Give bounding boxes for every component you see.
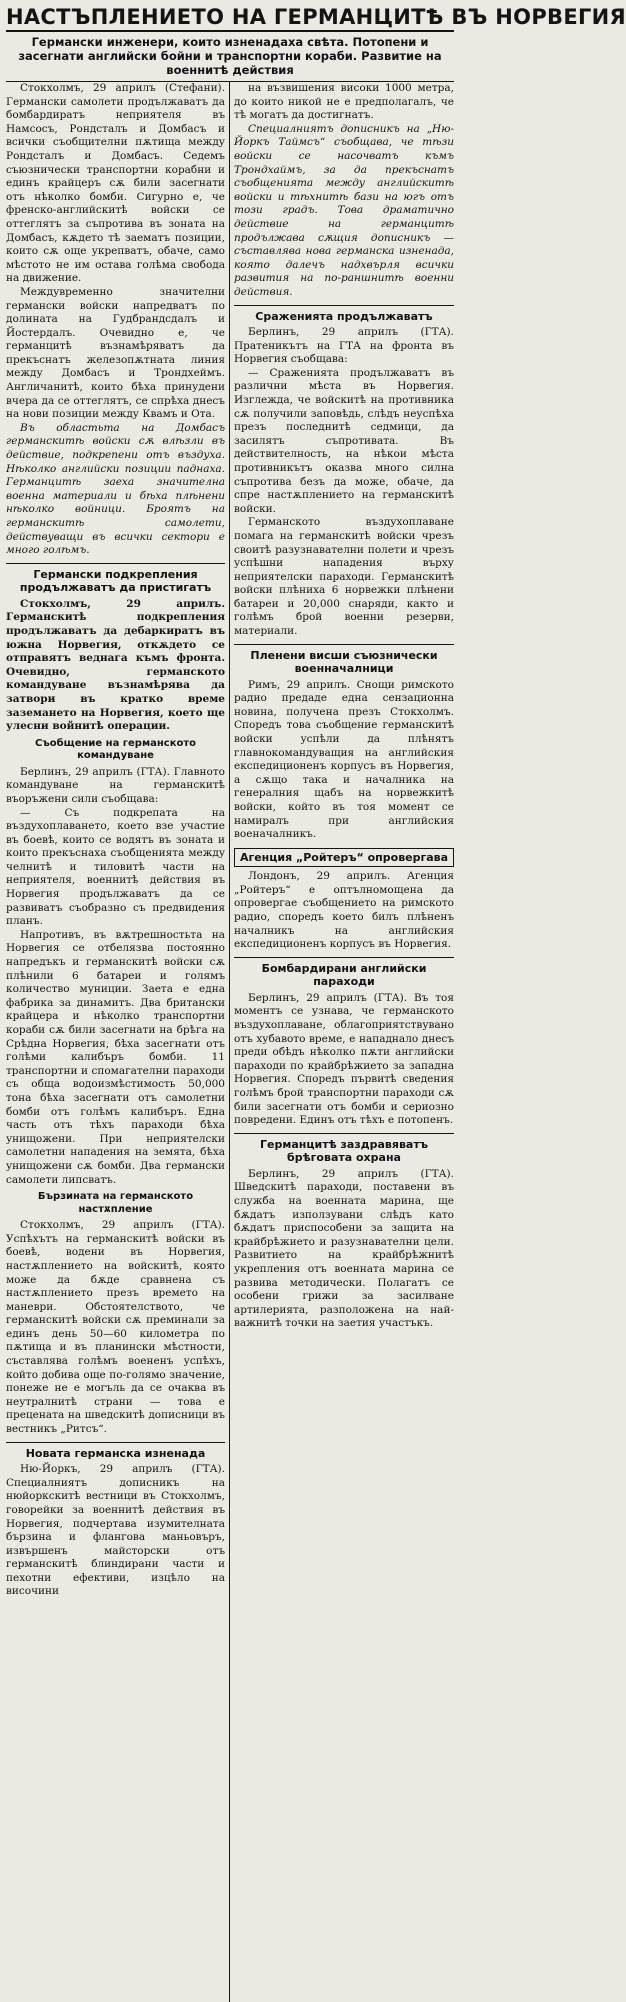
section-heading-command: Съобщение на германското командуване [34,737,197,762]
paragraph: Берлинъ, 29 априлъ (ГТА). Пратеникътъ на ГТА на фронта въ Норвегия съобщава: [234,326,454,366]
left-column [6,82,230,2002]
paragraph: Лондонъ, 29 априлъ. Агенция „Ройтеръ“ е оптълномощена да опровергае съобщението на римското радио, споредъ което билъ плѣненъ началникъ на английския експедиционенъ корпусъ въ Норвегия. [234,870,454,951]
right-column [230,82,454,2002]
paragraph: Берлинъ, 29 априлъ (ГТА). Шведскитѣ параходи, поставени въ служба на военната марина, ще бѫдатъ използувани слѣдъ като бѫдатъ приспособени за защита на крайбрѣжието и разузнавателни цели. Развитието на крайбрѣжнитѣ укрепления отъ военната марина се развива методически. Полагатъ се особени грижи за засилване артилерията, разположена на най-важнитѣ точки на заетия участъкъ. [234,1167,454,1330]
paragraph: Напротивъ, въ вѫтрешностьта на Норвегия се отбелязва постоянно напредъкъ и германскитѣ войски сѫ плѣнили 6 батареи и голямъ количество муниции. Заета е една фабрика за динамитъ. Два британски крайцера и нѣколко транспортни кораби сѫ били засегнати на брѣга на Срѣдна Норвегия, бѣха засегнати отъ голѣми калибъръ бомби. 11 транспортни и спомагателни параходи съ обща водоизмѣстимость 50,000 тона бѣха засегнати отъ самолетни бомби отъ голѣмъ калибъръ. Една часть отъ тѣхъ параходи бѣха унищожени. При неприятелски самолетни нападения на земята, бѣха унищожени сѫ бомби. Два германски самолети липсватъ. [6,928,225,1186]
section-heading-coast: Германцитѣ заздравяватъ брѣговата охрана [234,1133,454,1165]
paragraph: на възвишения високи 1000 метра, до които никой не е предполагалъ, че тѣ могатъ да достигнатъ. [234,82,454,122]
paragraph: Въ областьта на Домбасъ германскитѣ войски сѫ влѣзли въ действие, подкрепени отъ въздуха. Нѣколко английски позиции паднаха. Германцитѣ заеха значителна военна материали и бѣха плѣнени нѣколко войници. Броятъ на германскитѣ самолети, действуващи въ всички сектори е много голѣмъ. [6,421,225,557]
paragraph: Стокхолмъ, 29 априлъ (Стефани). Германски самолети продължаватъ да бомбардиратъ неприятеля въ Намсосъ, Рондсталъ и Домбасъ и всички съобщителни пѫтища между Рондсталъ и Домбасъ. Седемъ съюзнически транспортни корабни и единъ крайцеръ сѫ били засегнати отъ нѣколко бомби. Сигурно е, че френско-английскитѣ войски се оттеглятъ за съпротива въ зоната на Домбасъ, кѫдето тѣ заематъ позиции, които сѫ още укрепватъ, обаче, само мѣстото не им остава голѣма свобода на движение. [6,82,225,285]
paragraph: Стокхолмъ, 29 априлъ (ГТА). Успѣхътъ на германскитѣ войски въ боевѣ, водени въ Норвегия, настѫплението на войскитѣ, която може да бѫде сравнена съ настѫплението презъ времето на маневри. Обстоятелството, че германскитѣ войски сѫ преминали за единъ день 50—60 километра по пѫтища и въ планински мѣстности, съставлява голѣмъ воененъ успѣхъ, който добива още по-голямо значение, понеже не е могъль да се очаква въ неутралнитѣ страни — това е прецената на шведскитѣ дописници въ вестникъ „Ритсъ“. [6,1219,225,1436]
headline: НАСТЪПЛЕНИЕТО НА ГЕРМАНЦИТѢ ВЪ НОРВЕГИЯ [6,4,454,32]
paragraph: Специалниятъ дописникъ на „Ню-Йоркъ Таймсъ“ съобщава, че тѣзи войски се насочватъ къмъ Трондхаймъ, за да прекъснатъ съобщенията между английскитѣ войски и тѣхнитѣ бази на югъ отъ този градъ. Това драматично действие на германцитѣ продължава сѫщия дописникъ — съставлява нова германска изненада, която далечъ надхвърля всички развития на по-раншнитѣ военни действия. [234,122,454,298]
paragraph: Римъ, 29 априлъ. Снощи римското радио предаде една сензационна новина, получена презъ Стокхолмъ. Споредъ това съобщение германскитѣ войски успѣли да плѣнятъ главнокомандуващия на английския експедиционенъ корпусъ въ Норвегия, а сѫщо така и началника на генералния щабъ на норвежкитѣ войски, който въ тоя момент се намиралъ при английския военачалникъ. [234,678,454,841]
paragraph: Стокхолмъ, 29 априлъ. Германскитѣ подкрепления продължаватъ да дебаркиратъ въ южна Норвегия, откѫдето се отправятъ веднага къмъ фронта. Очевидно, германското командуване възнамѣрява да затвори въ кратко време заземането на Норвегия, което ще улесни войнитѣ операции. [6,597,225,733]
section-heading-reuters: Агенция „Ройтеръ“ опровергава [234,848,454,868]
paragraph: Берлинъ, 29 априлъ (ГТА). Въ тоя моментъ се узнава, че германското въздухоплаване, облагоприятствувано отъ хубавото време, е нападнало днесъ преди обѣдъ нѣколко пѫти английски параходи по крайбрѣжието за западна Норвегия. Споредъ първитѣ сведения голѣмъ брой транспортни параходи сѫ били засегнати отъ бомби и сериозно повредени. Единъ отъ тѣхъ е потопенъ. [234,991,454,1127]
paragraph: — Съ подкрепата на въздухоплаването, което взе участие въ боевѣ, които се водятъ въ зоната и които прекъснаха съобщенията между челнитѣ и тиловитѣ части на неприятеля, военнитѣ действия въ Норвегия продължаватъ да се развиватъ съобразно съ предвидения планъ. [6,806,225,928]
section-heading-new-surprise: Новата германска изненада [6,1442,225,1461]
article-columns [6,82,454,2002]
subheadline: Германски инженери, които изненадаха свѣта. Потопени и засегнати английски бойни и транспортни кораби. Развитие на военнитѣ действия [6,32,454,82]
section-heading-captured: Пленени висши съюзнически военначалници [234,644,454,676]
section-heading-fighting: Сраженията продължаватъ [234,305,454,324]
paragraph: Германското въздухоплаване помага на германскитѣ войски чрезъ своитѣ разузнавателни полети и чрезъ успѣшни нападения върху неприятелски параходи. Германскитѣ войски плѣниха 6 норвежки плѣнени батареи и 20,000 снаряди, както и голѣмъ брой военни резерви, материали. [234,516,454,638]
section-heading-reinforcements: Германски подкрепления продължаватъ да пристигатъ [6,563,225,595]
section-heading-advance: Бързината на германското настѫпление [37,1191,194,1215]
paragraph: Берлинъ, 29 априлъ (ГТА). Главното командуване на германскитѣ въоръжени сили съобщава: [6,765,225,805]
paragraph: Ню-Йоркъ, 29 априлъ (ГТА). Специалниятъ дописникъ на нюйоркскитѣ вестници въ Стокхолмъ, говорейки за военнитѣ действия въ Норвегия, подчертава изумителната бързина и флангова маньовъръ, извършенъ майсторски отъ германскитѣ блиндирани части и пехотни ефективи, изцѣло на височини [6,1463,225,1598]
paragraph: Междувременно значителни германски войски напредватъ по долината на Гудбрандсдалъ и Йостердалъ. Очевидно е, че германцитѣ възнамѣряватъ да прекъснатъ железопѫтната линия между Домбасъ и Трондхеймъ. Англичанитѣ, които бѣха принудени вчера да се оттеглятъ, се спрѣха днесъ на нови позиции между Квамъ и Ота. [6,285,225,421]
section-heading-ships: Бомбардирани английски параходи [234,957,454,989]
paragraph: — Сраженията продължаватъ въ различни мѣста въ Норвегия. Изглежда, че войскитѣ на противника сѫ получили заповѣдь, слѣдъ неуспѣха презъ последнитѣ седмици, да засилятъ съпротивата. Въ действителность, на нѣкои мѣста противникътъ оказва много силна съпротива безъ да може, обаче, да спре настѫплението на германскитѣ войски. [234,366,454,515]
